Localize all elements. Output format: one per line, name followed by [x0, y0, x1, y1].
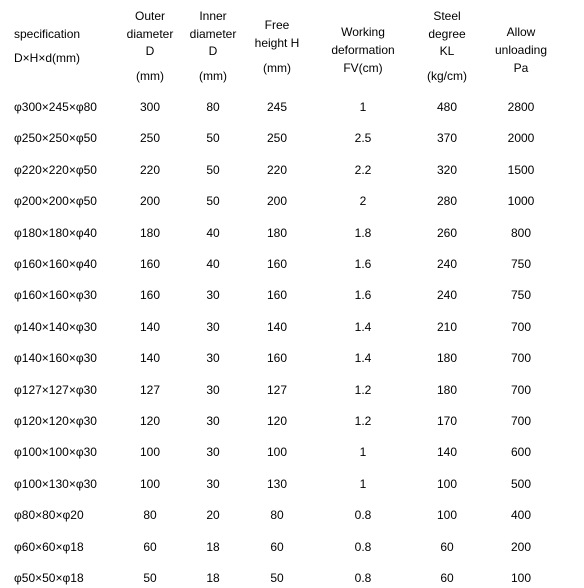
value-cell: 200: [510, 540, 532, 554]
header-line: FV(cm): [343, 61, 383, 75]
value-cell: 1.2: [354, 414, 372, 428]
value-cell: 700: [510, 414, 532, 428]
value-cell: 750: [510, 257, 532, 271]
value-cell: 127: [139, 383, 161, 397]
value-cell: 20: [206, 508, 220, 522]
value-cell: 2.2: [354, 163, 372, 177]
value-cell: 600: [510, 445, 532, 459]
spec-cell: φ120×120×φ30: [14, 414, 97, 428]
value-cell: 200: [266, 194, 288, 208]
header-line: KL: [439, 44, 455, 58]
value-cell: 50: [270, 571, 284, 585]
header-line: Inner: [199, 9, 227, 23]
value-cell: 50: [206, 163, 220, 177]
spec-cell: φ127×127×φ30: [14, 383, 97, 397]
value-cell: 220: [266, 163, 288, 177]
value-cell: 127: [266, 383, 288, 397]
value-cell: 200: [139, 194, 161, 208]
header-line: (kg/cm): [427, 69, 467, 83]
value-cell: 220: [139, 163, 161, 177]
value-cell: 180: [139, 226, 161, 240]
header-line: Pa: [513, 61, 529, 75]
value-cell: 700: [510, 351, 532, 365]
header-line: Allow: [506, 25, 536, 39]
value-cell: 1000: [507, 194, 535, 208]
value-cell: 120: [139, 414, 161, 428]
value-cell: 240: [436, 288, 458, 302]
value-cell: 40: [206, 257, 220, 271]
value-cell: 130: [266, 477, 288, 491]
value-cell: 100: [436, 508, 458, 522]
value-cell: 30: [206, 445, 220, 459]
spec-cell: φ250×250×φ50: [14, 131, 97, 145]
value-cell: 50: [206, 131, 220, 145]
value-cell: 180: [436, 351, 458, 365]
header-line: deformation: [331, 43, 395, 57]
value-cell: 1.6: [354, 288, 372, 302]
value-cell: 2000: [507, 131, 535, 145]
header-line: Working: [341, 25, 385, 39]
value-cell: 210: [436, 320, 458, 334]
value-cell: 100: [510, 571, 532, 585]
value-cell: 140: [266, 320, 288, 334]
value-cell: 250: [139, 131, 161, 145]
value-cell: 140: [139, 320, 161, 334]
header-line: D×H×d(mm): [14, 51, 81, 65]
value-cell: 30: [206, 351, 220, 365]
spec-cell: φ160×160×φ40: [14, 257, 97, 271]
value-cell: 30: [206, 320, 220, 334]
value-cell: 0.8: [354, 508, 372, 522]
header-line: (mm): [136, 69, 164, 83]
value-cell: 180: [266, 226, 288, 240]
value-cell: 80: [206, 100, 220, 114]
value-cell: 2: [359, 194, 367, 208]
value-cell: 1.2: [354, 383, 372, 397]
value-cell: 400: [510, 508, 532, 522]
value-cell: 80: [270, 508, 284, 522]
value-cell: 30: [206, 288, 220, 302]
value-cell: 370: [436, 131, 458, 145]
header-line: (mm): [263, 61, 291, 75]
value-cell: 30: [206, 383, 220, 397]
value-cell: 800: [510, 226, 532, 240]
value-cell: 1: [359, 100, 367, 114]
spec-cell: φ80×80×φ20: [14, 508, 84, 522]
value-cell: 1.6: [354, 257, 372, 271]
value-cell: 250: [266, 131, 288, 145]
value-cell: 700: [510, 320, 532, 334]
header-line: (mm): [199, 69, 227, 83]
value-cell: 1500: [507, 163, 535, 177]
header-line: D: [145, 44, 155, 58]
value-cell: 240: [436, 257, 458, 271]
spec-cell: φ100×100×φ30: [14, 445, 97, 459]
header-line: unloading: [494, 43, 548, 57]
header-line: Free: [264, 18, 290, 32]
value-cell: 40: [206, 226, 220, 240]
header-line: height H: [254, 36, 300, 50]
value-cell: 1: [359, 445, 367, 459]
value-cell: 80: [143, 508, 157, 522]
value-cell: 1: [359, 477, 367, 491]
value-cell: 160: [139, 257, 161, 271]
value-cell: 245: [266, 100, 288, 114]
value-cell: 2800: [507, 100, 535, 114]
value-cell: 60: [270, 540, 284, 554]
value-cell: 180: [436, 383, 458, 397]
value-cell: 260: [436, 226, 458, 240]
value-cell: 30: [206, 414, 220, 428]
value-cell: 60: [143, 540, 157, 554]
spec-cell: φ60×60×φ18: [14, 540, 84, 554]
header-line: D: [208, 44, 218, 58]
value-cell: 700: [510, 383, 532, 397]
value-cell: 1.8: [354, 226, 372, 240]
header-line: diameter: [189, 27, 237, 41]
spec-cell: φ300×245×φ80: [14, 100, 97, 114]
value-cell: 140: [139, 351, 161, 365]
value-cell: 1.4: [354, 320, 372, 334]
value-cell: 18: [206, 540, 220, 554]
spec-cell: φ160×160×φ30: [14, 288, 97, 302]
spec-cell: φ200×200×φ50: [14, 194, 97, 208]
value-cell: 120: [266, 414, 288, 428]
header-line: specification: [14, 27, 81, 41]
value-cell: 160: [266, 288, 288, 302]
spec-cell: φ100×130×φ30: [14, 477, 97, 491]
value-cell: 100: [139, 445, 161, 459]
value-cell: 320: [436, 163, 458, 177]
value-cell: 160: [266, 351, 288, 365]
value-cell: 100: [266, 445, 288, 459]
spec-cell: φ140×140×φ30: [14, 320, 97, 334]
value-cell: 1.4: [354, 351, 372, 365]
spec-cell: φ140×160×φ30: [14, 351, 97, 365]
value-cell: 160: [266, 257, 288, 271]
value-cell: 300: [139, 100, 161, 114]
value-cell: 2.5: [354, 131, 372, 145]
value-cell: 140: [436, 445, 458, 459]
value-cell: 750: [510, 288, 532, 302]
header-line: Steel: [433, 9, 461, 23]
value-cell: 280: [436, 194, 458, 208]
value-cell: 18: [206, 571, 220, 585]
value-cell: 30: [206, 477, 220, 491]
value-cell: 50: [206, 194, 220, 208]
spec-cell: φ220×220×φ50: [14, 163, 97, 177]
value-cell: 480: [436, 100, 458, 114]
spec-cell: φ50×50×φ18: [14, 571, 84, 585]
header-line: diameter: [126, 27, 174, 41]
value-cell: 50: [143, 571, 157, 585]
value-cell: 170: [436, 414, 458, 428]
spec-cell: φ180×180×φ40: [14, 226, 97, 240]
value-cell: 60: [440, 571, 454, 585]
value-cell: 160: [139, 288, 161, 302]
header-line: Outer: [134, 9, 165, 23]
value-cell: 0.8: [354, 571, 372, 585]
value-cell: 0.8: [354, 540, 372, 554]
value-cell: 100: [139, 477, 161, 491]
value-cell: 60: [440, 540, 454, 554]
value-cell: 100: [436, 477, 458, 491]
header-line: degree: [428, 27, 466, 41]
value-cell: 500: [510, 477, 532, 491]
